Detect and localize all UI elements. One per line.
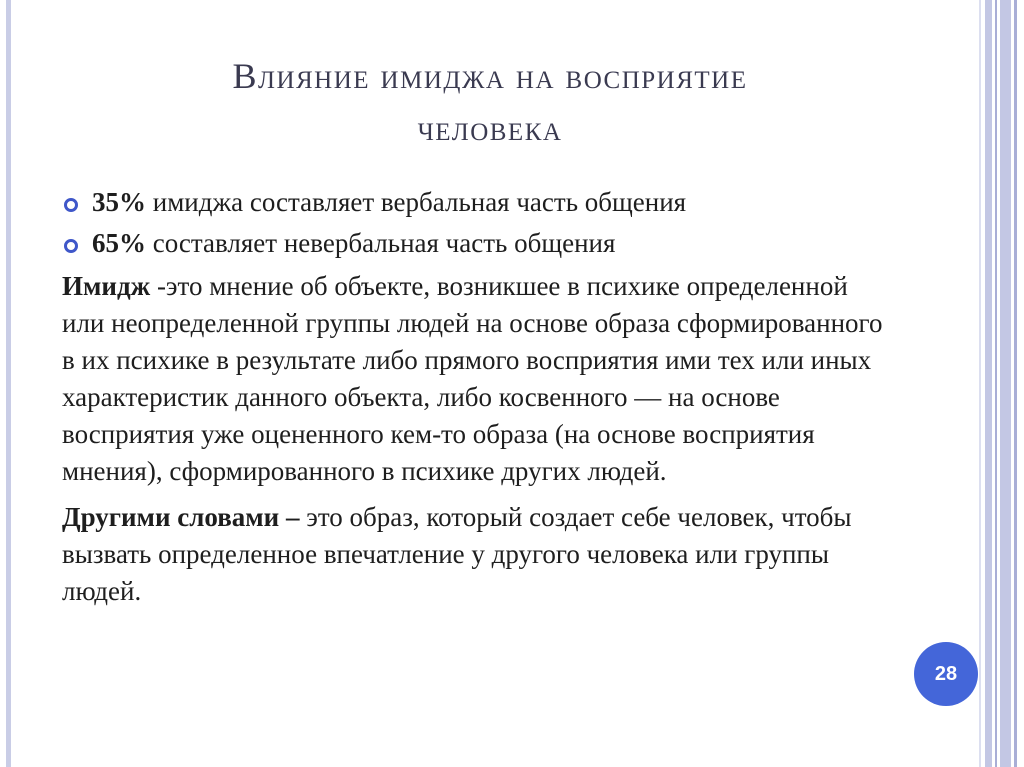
right-border-decoration bbox=[979, 0, 1024, 767]
ring-bullet-icon bbox=[64, 198, 78, 212]
border-line bbox=[995, 0, 997, 767]
title-line-1: Влияние имиджа на восприятие bbox=[232, 56, 748, 96]
title-line-2: человека bbox=[417, 108, 563, 148]
slide-title bbox=[70, 50, 910, 154]
left-stripe-decoration bbox=[6, 0, 11, 767]
border-line bbox=[985, 0, 992, 767]
definition-paragraph bbox=[62, 268, 892, 490]
definition-term: Имидж bbox=[62, 271, 151, 301]
other-words-paragraph bbox=[62, 499, 892, 610]
border-line bbox=[979, 0, 981, 767]
other-words-term: Другими словами – bbox=[62, 502, 300, 532]
other-words-text: это образ, который создает себе человек, чтобы вызвать определенное впечатление у другого человека или группы людей. bbox=[62, 502, 852, 606]
definition-text: -это мнение об объекте, возникшее в психике определенной или неопределенной группы людей на основе образа сформированного в их психике в результате либо прямого восприятия ими тех или иных характеристик данного объекта, либо косвенного — на основе восприятия уже оцененного кем-то образа (на основе восприятия мнения), сформированного в психике других людей. bbox=[62, 271, 883, 486]
bullet-item bbox=[62, 225, 892, 262]
bullet-text: имиджа составляет вербальная часть общения bbox=[146, 187, 687, 217]
bullet-text: составляет невербальная часть общения bbox=[146, 228, 616, 258]
border-line bbox=[1014, 0, 1017, 767]
page-number-badge: 28 bbox=[914, 642, 978, 706]
bullet-item bbox=[62, 184, 892, 221]
bullet-bold: 35% bbox=[92, 187, 146, 217]
bullet-bold: 65% bbox=[92, 228, 146, 258]
slide-content bbox=[62, 184, 892, 610]
ring-bullet-icon bbox=[64, 239, 78, 253]
border-line bbox=[1000, 0, 1011, 767]
